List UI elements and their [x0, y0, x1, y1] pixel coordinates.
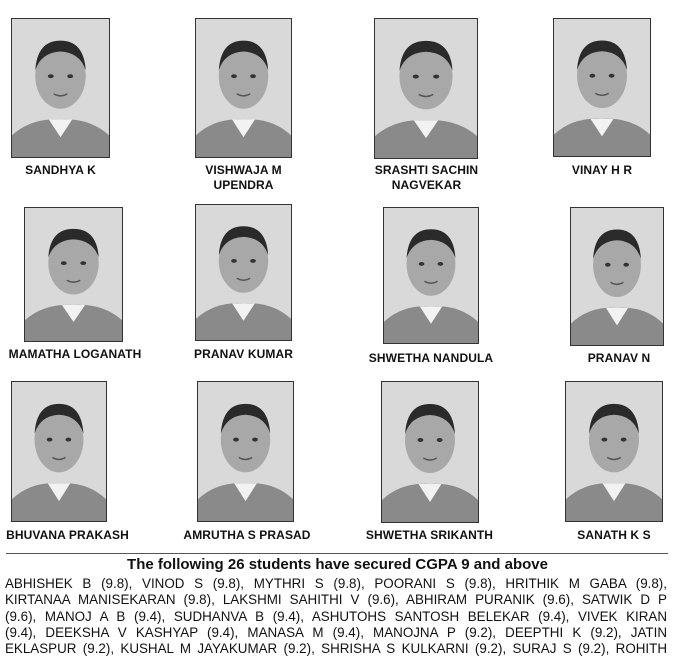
- student-photo: [553, 18, 651, 157]
- student-name: SHWETHA NANDULA: [368, 351, 494, 365]
- student-photo: [381, 381, 479, 523]
- notice-heading: The following 26 students have secured CGPA 9 and above: [127, 556, 548, 573]
- student-name: AMRUTHA S PRASAD: [183, 528, 311, 542]
- student-name: PRANAV KUMAR: [194, 347, 293, 361]
- student-name: MAMATHA LOGANATH: [8, 347, 142, 361]
- student-name: SHWETHA SRIKANTH: [365, 528, 494, 542]
- student-name: VINAY H R: [571, 163, 633, 177]
- student-photo: [565, 381, 663, 522]
- student-photo: [570, 207, 664, 346]
- student-photo: [383, 207, 479, 344]
- student-name: BHUVANA PRAKASH: [6, 528, 129, 542]
- student-name: PRANAV N: [587, 351, 651, 365]
- student-photo: [374, 18, 478, 159]
- student-name: SRASHTI SACHIN NAGVEKAR: [374, 163, 479, 192]
- student-photo: [197, 381, 294, 522]
- student-photo: [195, 204, 292, 341]
- notice-line: KIRTANAA MANISEKARAN (9.8), LAKSHMI SAHITHI V (9.6), ABHIRAM PURANIK (9.6), SATWIK D P: [5, 592, 667, 608]
- student-photo: [24, 207, 123, 342]
- notice-line: (9.4), DEEKSHA V KASHYAP (9.4), MANASA M (9.4), MANOJNA P (9.2), DEEPTHI K (9.2), JATIN: [5, 624, 667, 640]
- section-divider: [6, 553, 668, 554]
- student-name: VISHWAJA M UPENDRA: [205, 163, 282, 192]
- student-name: SANDHYA K: [25, 163, 96, 177]
- student-photo: [11, 18, 110, 158]
- student-photo: [195, 18, 292, 158]
- notice-body: [5, 576, 667, 657]
- student-name: SANATH K S: [577, 528, 651, 542]
- notice-line: ABHISHEK B (9.8), VINOD S (9.8), MYTHRI S (9.8), POORANI S (9.8), HRITHIK M GABA (9.8),: [5, 576, 667, 591]
- notice-line: EKLASPUR (9.2), KUSHAL M JAYAKUMAR (9.2), SHRISHA S KULKARNI (9.2), SURAJ S (9.2), ROHITH: [5, 641, 667, 657]
- notice-line: (9.6), MANOJ A B (9.4), SUDHANVA B (9.4), ASHUTOHS SANTOSH BELEKAR (9.4), VIVEK KIRAN: [5, 608, 667, 624]
- student-photo: [11, 381, 107, 522]
